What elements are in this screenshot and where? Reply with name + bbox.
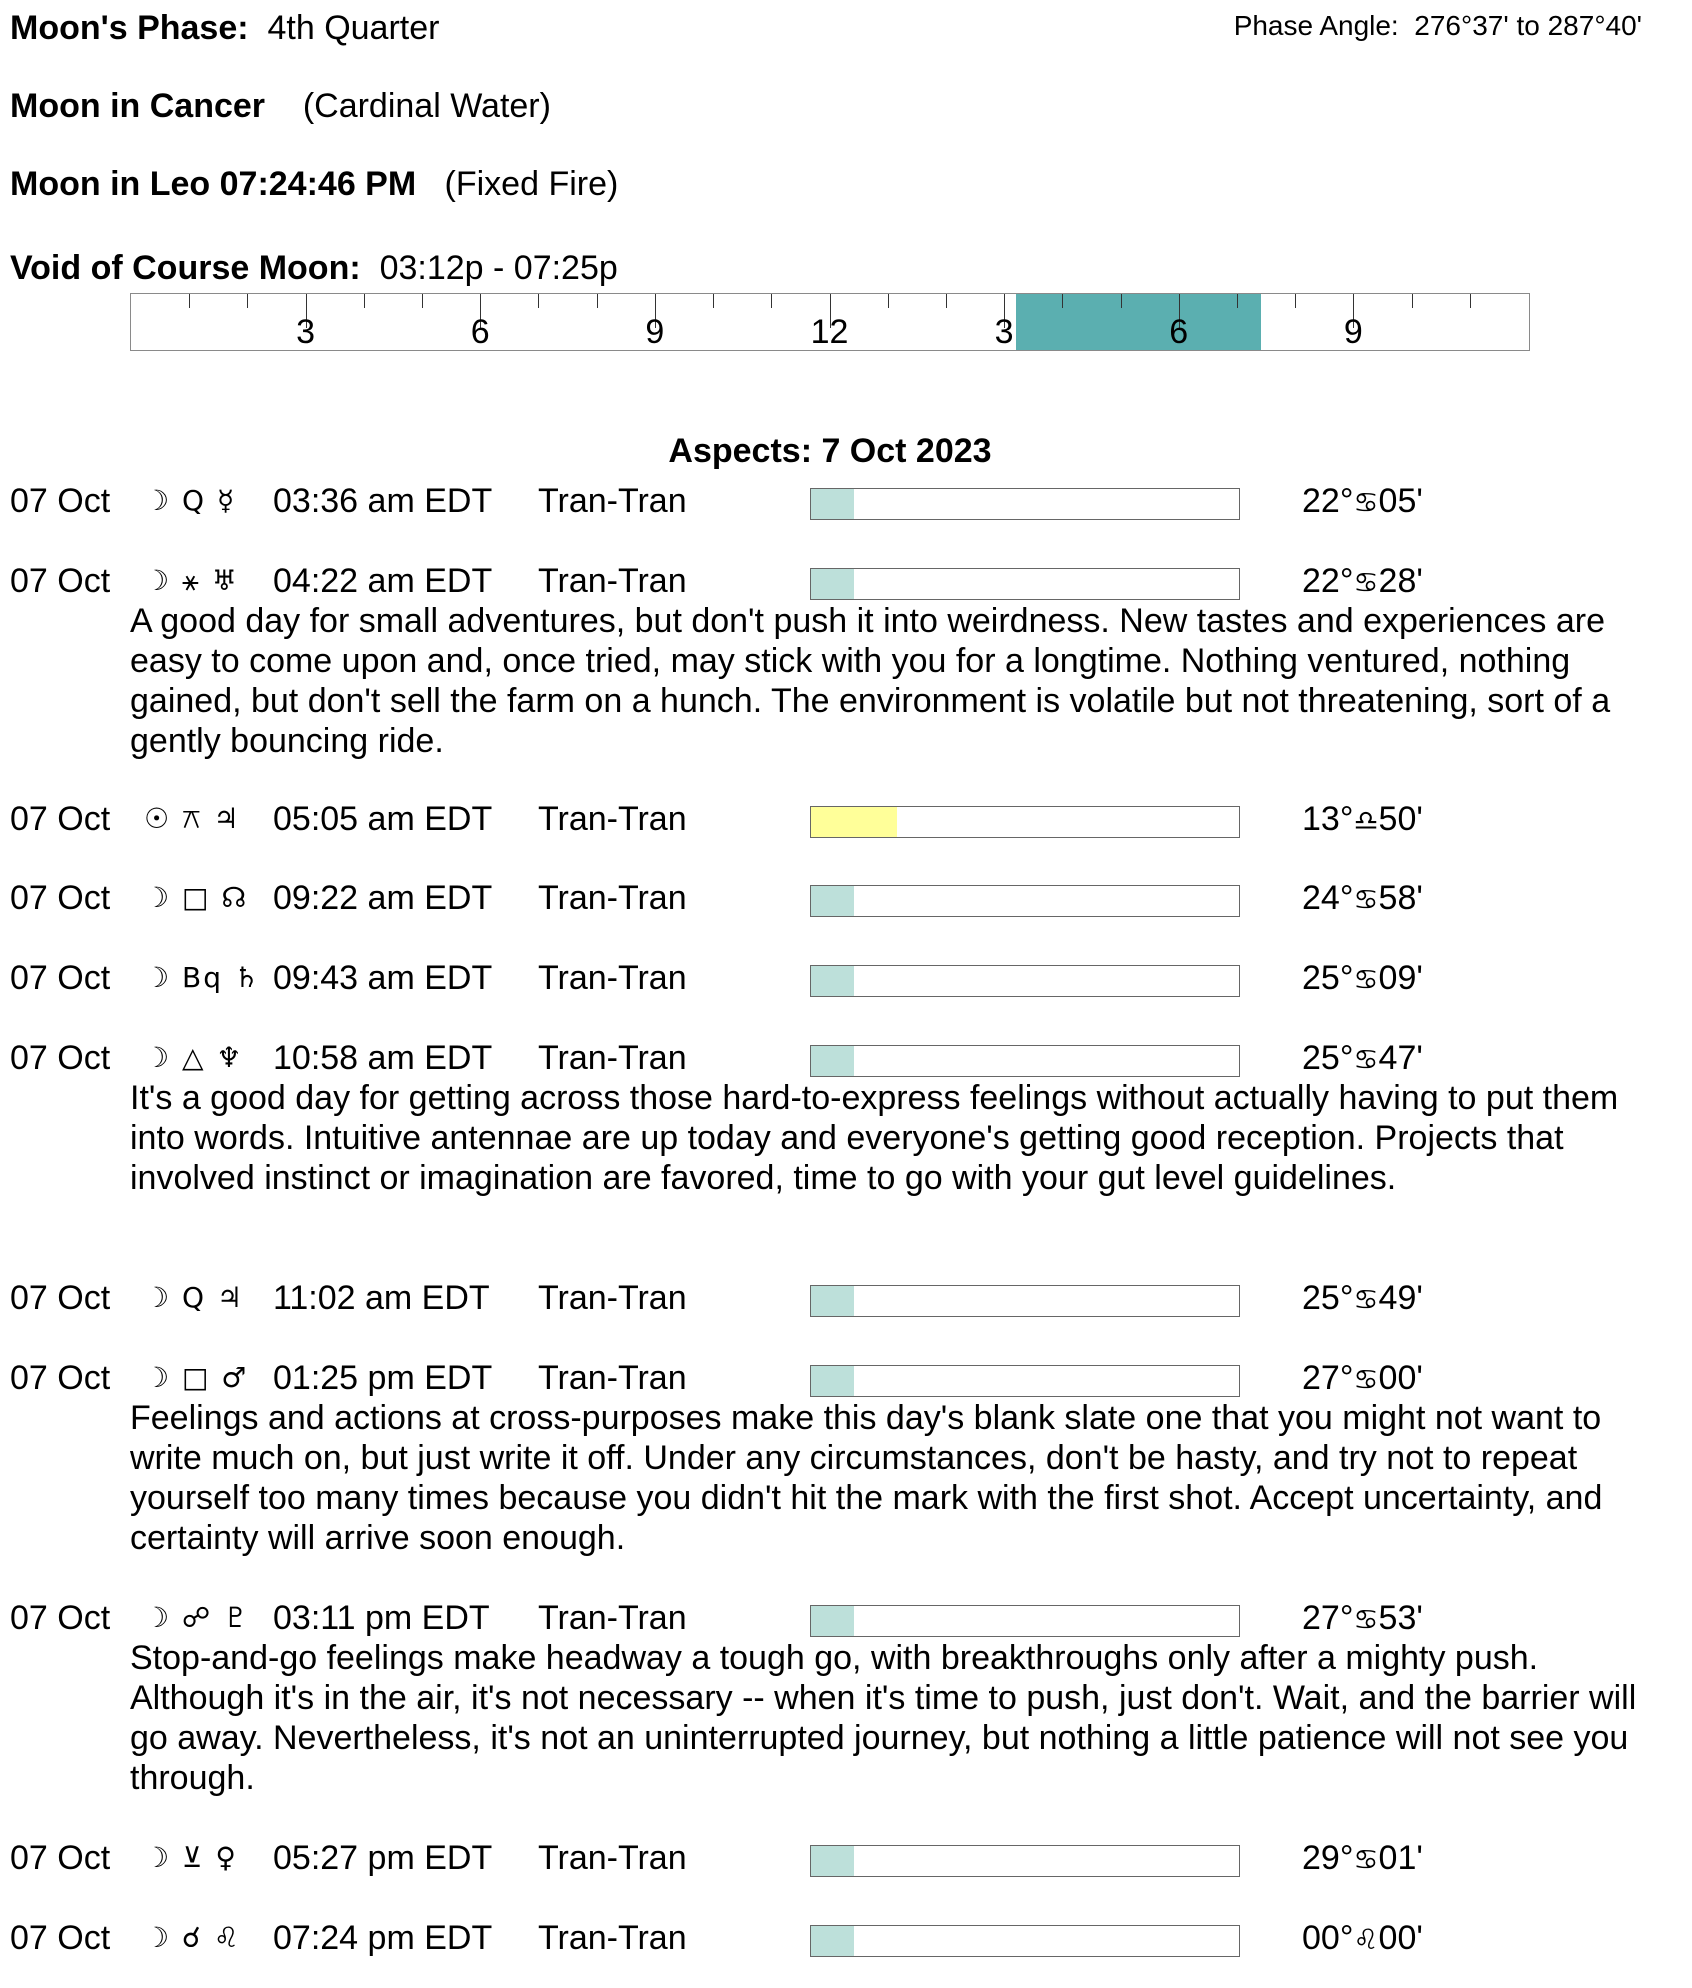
aspect-position bbox=[1302, 958, 1423, 1000]
moon-sign-2-label: Moon in Leo 07:24:46 PM bbox=[10, 165, 417, 203]
aspect-position bbox=[1302, 561, 1423, 603]
aspect-strength-bar bbox=[810, 1925, 1240, 1957]
aspect-time: 01:25 pm EDT bbox=[273, 1359, 493, 1397]
aspect-time: 09:43 am EDT bbox=[273, 959, 493, 997]
aspect-strength-bar bbox=[810, 1285, 1240, 1317]
aspect-strength-fill bbox=[811, 1286, 854, 1316]
zodiac-sign-icon: ♋ bbox=[1353, 566, 1379, 599]
position-degrees: 25° bbox=[1302, 959, 1354, 997]
position-minutes: 09' bbox=[1378, 959, 1423, 997]
position-minutes: 53' bbox=[1378, 1599, 1423, 1637]
moon-phase-line bbox=[10, 8, 439, 48]
position-minutes: 00' bbox=[1378, 1359, 1423, 1397]
zodiac-sign-icon: ♌ bbox=[1353, 1923, 1379, 1956]
phase-angle-value: 276°37' to 287°40' bbox=[1414, 10, 1642, 41]
aspect-type: Tran-Tran bbox=[538, 1359, 687, 1397]
void-label: Void of Course Moon: bbox=[10, 249, 361, 287]
moon-sign-1-line bbox=[10, 86, 551, 126]
aspect-date: 07 Oct bbox=[10, 879, 111, 917]
timeline-minor-tick bbox=[888, 294, 889, 308]
aspect-glyphs-icon: ☽ Q ☿ bbox=[144, 484, 237, 517]
aspect-strength-fill bbox=[811, 1366, 854, 1396]
position-degrees: 27° bbox=[1302, 1359, 1354, 1397]
aspect-glyphs-icon: ☽ □ ☊ bbox=[144, 881, 249, 914]
aspect-time: 04:22 am EDT bbox=[273, 562, 493, 600]
aspect-position bbox=[1302, 1038, 1423, 1080]
aspect-time: 07:24 pm EDT bbox=[273, 1919, 493, 1957]
timeline-tick-label: 3 bbox=[994, 313, 1014, 351]
moon-phase-label: Moon's Phase: bbox=[10, 9, 249, 47]
aspect-header bbox=[0, 1358, 1692, 1398]
aspect-glyphs-icon: ☽ ⚹ ♅ bbox=[144, 564, 239, 597]
timeline-minor-tick bbox=[189, 294, 190, 308]
moon-sign-1-quality: (Cardinal Water) bbox=[302, 87, 551, 125]
aspect-type: Tran-Tran bbox=[538, 482, 687, 520]
aspect-strength-fill bbox=[811, 886, 854, 916]
aspect-time: 11:02 am EDT bbox=[273, 1279, 490, 1317]
moon-phase-value: 4th Quarter bbox=[267, 9, 440, 47]
aspect-position bbox=[1302, 1358, 1423, 1400]
aspect-header bbox=[0, 878, 1692, 918]
position-minutes: 01' bbox=[1378, 1839, 1423, 1877]
aspect-date: 07 Oct bbox=[10, 1039, 111, 1077]
timeline-minor-tick bbox=[1412, 294, 1413, 308]
aspect-time: 05:05 am EDT bbox=[273, 800, 493, 838]
zodiac-sign-icon: ♋ bbox=[1353, 1603, 1379, 1636]
aspect-header bbox=[0, 1278, 1692, 1318]
aspect-row bbox=[0, 481, 1692, 521]
zodiac-sign-icon: ♋ bbox=[1353, 1283, 1379, 1316]
timeline-minor-tick bbox=[771, 294, 772, 308]
void-period-shade bbox=[1016, 294, 1261, 350]
aspect-strength-bar bbox=[810, 965, 1240, 997]
aspect-type: Tran-Tran bbox=[538, 959, 687, 997]
timeline-minor-tick bbox=[364, 294, 365, 308]
aspect-date: 07 Oct bbox=[10, 1599, 111, 1637]
aspect-strength-fill bbox=[811, 489, 854, 519]
aspect-time: 09:22 am EDT bbox=[273, 879, 493, 917]
aspect-position bbox=[1302, 799, 1423, 841]
zodiac-sign-icon: ♋ bbox=[1353, 883, 1379, 916]
aspect-time: 05:27 pm EDT bbox=[273, 1839, 493, 1877]
aspect-position bbox=[1302, 1278, 1423, 1320]
aspect-strength-fill bbox=[811, 1926, 854, 1956]
aspect-strength-bar bbox=[810, 1845, 1240, 1877]
aspect-description: A good day for small adventures, but don't push it into weirdness. New tastes and experiences are easy to come upon and, once tried, may stick with you for a longtime. Nothing ventured, nothing gained, but don't sell the farm on a hunch. The environment is volatile but not threatening, sort of a gently bouncing ride. bbox=[130, 602, 1611, 760]
aspect-strength-bar bbox=[810, 806, 1240, 838]
aspect-header bbox=[0, 481, 1692, 521]
timeline-tick-label: 6 bbox=[1169, 313, 1189, 351]
aspect-row bbox=[0, 1038, 1692, 1198]
timeline-tick-label: 9 bbox=[1343, 313, 1363, 351]
aspect-position bbox=[1302, 1918, 1423, 1960]
aspect-description: Feelings and actions at cross-purposes make this day's blank slate one that you might not want to write much on, but just write it off. Under any circumstances, don't be hasty, and try not to repeat yourself too many times because you didn't hit the mark with the first shot. Accept uncertainty, and certainty will arrive soon enough. bbox=[130, 1399, 1603, 1557]
zodiac-sign-icon: ♋ bbox=[1353, 486, 1379, 519]
aspect-strength-fill bbox=[811, 1606, 854, 1636]
aspect-type: Tran-Tran bbox=[538, 1599, 687, 1637]
aspect-header bbox=[0, 958, 1692, 998]
aspect-strength-fill bbox=[811, 1046, 854, 1076]
aspect-strength-bar bbox=[810, 488, 1240, 520]
timeline-minor-tick bbox=[538, 294, 539, 308]
aspect-type: Tran-Tran bbox=[538, 562, 687, 600]
position-degrees: 25° bbox=[1302, 1039, 1354, 1077]
timeline-minor-tick bbox=[422, 294, 423, 308]
timeline-tick-label: 6 bbox=[470, 313, 490, 351]
timeline-minor-tick bbox=[1237, 294, 1238, 308]
aspect-strength-bar bbox=[810, 1045, 1240, 1077]
aspect-strength-bar bbox=[810, 1605, 1240, 1637]
aspect-date: 07 Oct bbox=[10, 1839, 111, 1877]
position-degrees: 13° bbox=[1302, 800, 1354, 838]
moon-sign-2-line bbox=[10, 164, 618, 204]
aspect-strength-bar bbox=[810, 885, 1240, 917]
aspect-time: 03:36 am EDT bbox=[273, 482, 493, 520]
position-minutes: 47' bbox=[1378, 1039, 1423, 1077]
aspect-date: 07 Oct bbox=[10, 1279, 111, 1317]
position-degrees: 27° bbox=[1302, 1599, 1354, 1637]
aspect-date: 07 Oct bbox=[10, 1919, 111, 1957]
timeline-minor-tick bbox=[946, 294, 947, 308]
position-degrees: 29° bbox=[1302, 1839, 1354, 1877]
timeline-minor-tick bbox=[247, 294, 248, 308]
aspect-row bbox=[0, 1598, 1692, 1798]
position-minutes: 50' bbox=[1378, 800, 1423, 838]
aspects-title: Aspects: 7 Oct 2023 bbox=[668, 432, 992, 470]
aspect-date: 07 Oct bbox=[10, 800, 111, 838]
aspect-strength-fill bbox=[811, 966, 854, 996]
position-degrees: 00° bbox=[1302, 1919, 1354, 1957]
aspect-glyphs-icon: ☽ ☍ ♇ bbox=[144, 1601, 251, 1634]
position-degrees: 24° bbox=[1302, 879, 1354, 917]
aspect-header bbox=[0, 1038, 1692, 1078]
aspect-glyphs-icon: ☽ □ ♂ bbox=[144, 1361, 249, 1394]
aspect-position bbox=[1302, 1838, 1423, 1880]
aspect-type: Tran-Tran bbox=[538, 800, 687, 838]
aspect-type: Tran-Tran bbox=[538, 1839, 687, 1877]
phase-angle bbox=[1234, 10, 1642, 42]
void-of-course-line bbox=[10, 248, 618, 288]
timeline-tick-label: 9 bbox=[645, 313, 665, 351]
position-minutes: 58' bbox=[1378, 879, 1423, 917]
timeline-minor-tick bbox=[1062, 294, 1063, 308]
aspect-row bbox=[0, 958, 1692, 998]
position-minutes: 28' bbox=[1378, 562, 1423, 600]
position-minutes: 00' bbox=[1378, 1919, 1423, 1957]
aspect-row bbox=[0, 878, 1692, 918]
aspect-glyphs-icon: ☽ ⊻ ♀ bbox=[144, 1841, 238, 1874]
timeline-minor-tick bbox=[1470, 294, 1471, 308]
void-value: 03:12p - 07:25p bbox=[379, 249, 618, 287]
aspect-date: 07 Oct bbox=[10, 959, 111, 997]
aspect-row bbox=[0, 1358, 1692, 1558]
zodiac-sign-icon: ♋ bbox=[1353, 1043, 1379, 1076]
aspect-date: 07 Oct bbox=[10, 1359, 111, 1397]
timeline-minor-tick bbox=[713, 294, 714, 308]
aspect-header bbox=[0, 1918, 1692, 1958]
aspect-header bbox=[0, 799, 1692, 839]
timeline-minor-tick bbox=[597, 294, 598, 308]
aspect-strength-fill bbox=[811, 807, 897, 837]
timeline-minor-tick bbox=[1121, 294, 1122, 308]
aspect-description: It's a good day for getting across those hard-to-express feelings without actually having to put them into words. Intuitive antennae are up today and everyone's getting good reception. Projects that involved instinct or imagination are favored, time to go with your gut level guidelines. bbox=[130, 1079, 1619, 1197]
aspect-date: 07 Oct bbox=[10, 482, 111, 520]
aspect-description: Stop-and-go feelings make headway a tough go, with breakthroughs only after a mighty push. Although it's in the air, it's not necessary -- when it's time to push, just don't. Wait, and the barrier will go away. Nevertheless, it's not an uninterrupted journey, but nothing a little patience will not see you through. bbox=[130, 1639, 1637, 1797]
aspect-header bbox=[0, 561, 1692, 601]
aspect-strength-bar bbox=[810, 1365, 1240, 1397]
moon-sign-2-quality: (Fixed Fire) bbox=[444, 165, 619, 203]
aspect-time: 10:58 am EDT bbox=[273, 1039, 493, 1077]
aspect-date: 07 Oct bbox=[10, 562, 111, 600]
aspect-row bbox=[0, 1838, 1692, 1878]
zodiac-sign-icon: ♎ bbox=[1353, 804, 1379, 837]
timeline-tick-label: 12 bbox=[810, 313, 849, 351]
aspect-time: 03:11 pm EDT bbox=[273, 1599, 490, 1637]
phase-angle-label: Phase Angle: bbox=[1233, 10, 1399, 41]
position-degrees: 22° bbox=[1302, 562, 1354, 600]
aspect-type: Tran-Tran bbox=[538, 1919, 687, 1957]
moon-sign-1-label: Moon in Cancer bbox=[10, 87, 266, 125]
aspect-glyphs-icon: ☽ ☌ ♌ bbox=[144, 1921, 241, 1954]
position-minutes: 49' bbox=[1378, 1279, 1423, 1317]
aspect-row bbox=[0, 561, 1692, 761]
position-degrees: 22° bbox=[1302, 482, 1354, 520]
void-of-course-timeline bbox=[130, 293, 1530, 351]
zodiac-sign-icon: ♋ bbox=[1353, 1843, 1379, 1876]
aspect-header bbox=[0, 1838, 1692, 1878]
aspect-row bbox=[0, 1918, 1692, 1958]
zodiac-sign-icon: ♋ bbox=[1353, 963, 1379, 996]
aspect-glyphs-icon: ☽ Bq ♄ bbox=[144, 961, 261, 994]
aspect-type: Tran-Tran bbox=[538, 1039, 687, 1077]
aspect-strength-fill bbox=[811, 1846, 854, 1876]
aspect-position bbox=[1302, 1598, 1423, 1640]
aspect-glyphs-icon: ☽ Q ♃ bbox=[144, 1281, 245, 1314]
aspect-position bbox=[1302, 878, 1423, 920]
position-degrees: 25° bbox=[1302, 1279, 1354, 1317]
aspect-type: Tran-Tran bbox=[538, 1279, 687, 1317]
aspect-strength-bar bbox=[810, 568, 1240, 600]
aspect-row bbox=[0, 799, 1692, 839]
aspect-glyphs-icon: ☉ ⚻ ♃ bbox=[144, 802, 241, 835]
position-minutes: 05' bbox=[1378, 482, 1423, 520]
aspect-glyphs-icon: ☽ △ ♆ bbox=[144, 1041, 244, 1074]
aspect-header bbox=[0, 1598, 1692, 1638]
timeline-minor-tick bbox=[1295, 294, 1296, 308]
aspect-type: Tran-Tran bbox=[538, 879, 687, 917]
aspect-strength-fill bbox=[811, 569, 854, 599]
aspect-position bbox=[1302, 481, 1423, 523]
timeline-tick-label: 3 bbox=[296, 313, 316, 351]
zodiac-sign-icon: ♋ bbox=[1353, 1363, 1379, 1396]
aspect-row bbox=[0, 1278, 1692, 1318]
